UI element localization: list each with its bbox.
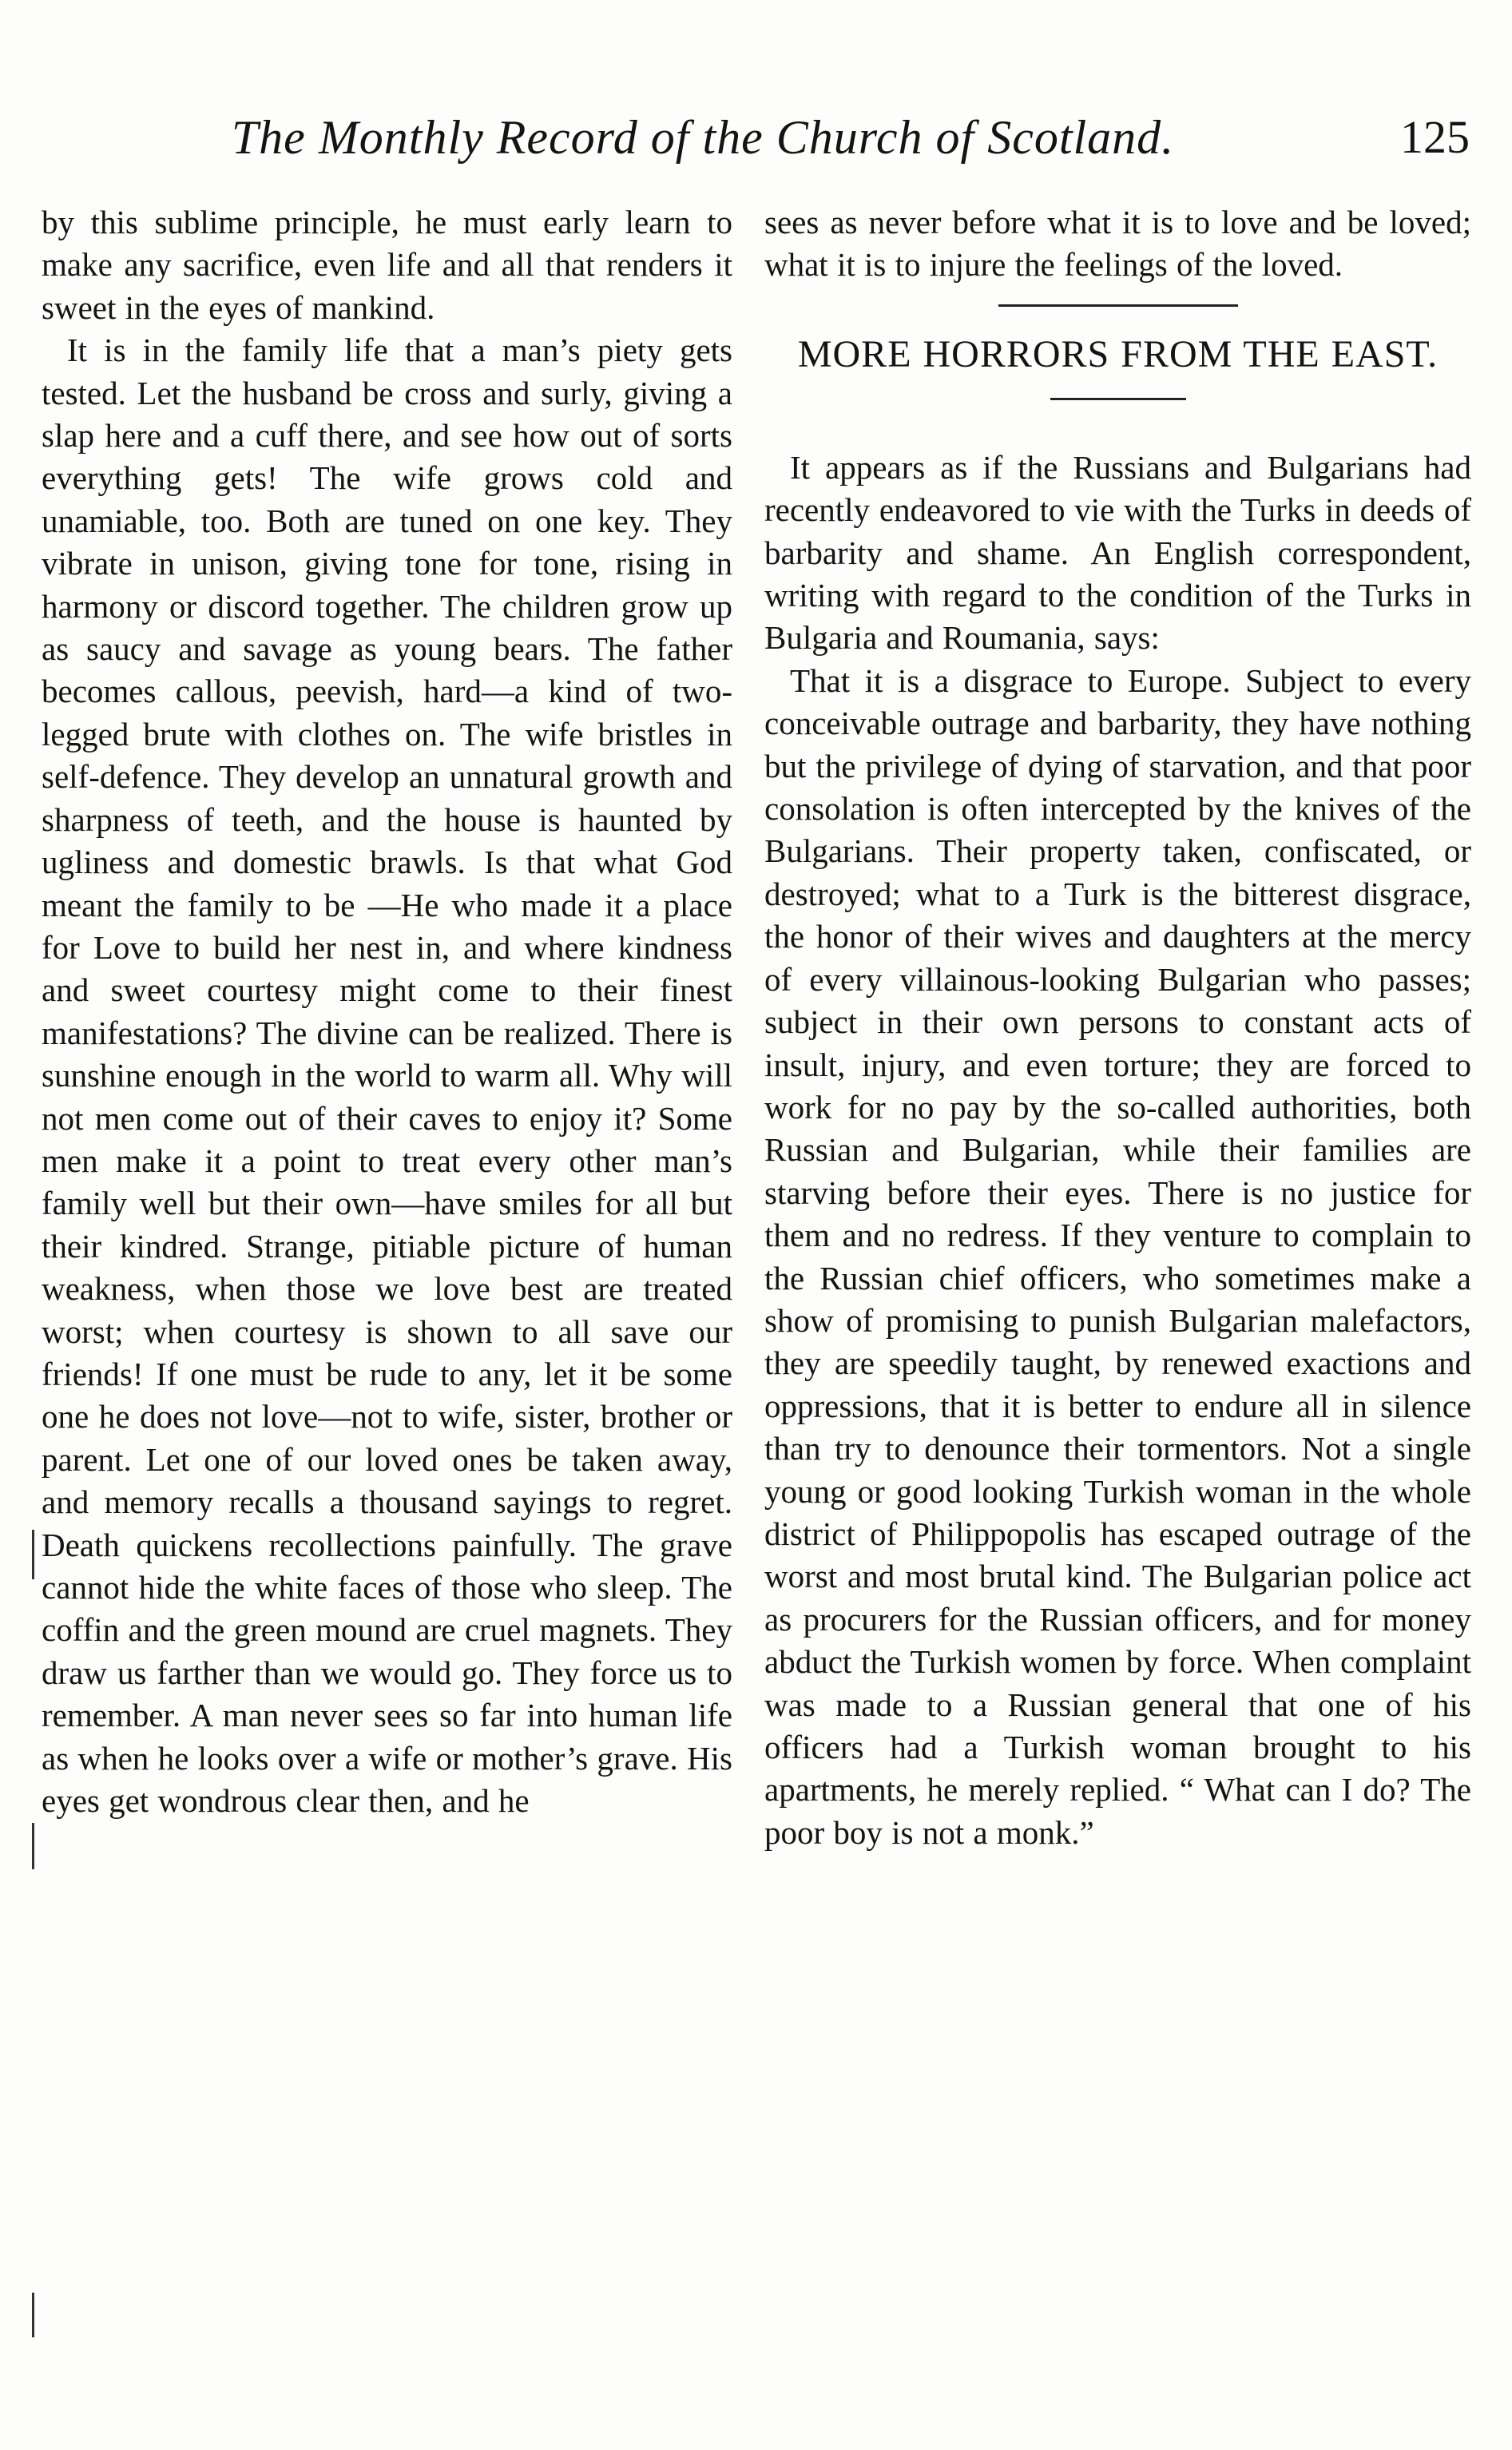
margin-mark (32, 2293, 34, 2337)
paragraph: by this sublime principle, he must early learn to make any sacrifice, even life and all that renders it sweet in the eyes of mankind. (42, 204, 732, 326)
left-column (42, 201, 732, 1822)
paragraph: It is in the family life that a man’s piety gets tested. Let the husband be cross and surly, giving a slap here and a cuff there, and see how out of sorts everything gets! The wife grows cold and unamiable, too. Both are tuned on one key. They vibrate in unison, giving tone for tone, rising in harmony or discord together. The children grow up as saucy and savage as young bears. The father becomes callous, peevish, hard—a kind of two-legged brute with clothes on. The wife bristles in self-defence. They develop an unnatural growth and sharpness of teeth, and the house is haunted by ugliness and domestic brawls. Is that what God meant the family to be —He who made it a place for Love to build her nest in, and where kindness and sweet courtesy might come to their finest manifestations? The divine can be realized. There is sunshine enough in the world to warm all. Why will not men come out of their caves to enjoy it? Some men make it a point to treat every other man’s family well but their own—have smiles for all but their kindred. Strange, pitiable picture of human weakness, when those we love best are treated worst; when courtesy is shown to all save our friends! If one must be rude to any, let it be some one he does not love—not to wife, sister, brother or parent. Let one of our loved ones be taken away, and memory recalls a thousand sayings to regret. Death quickens recollections painfully. The grave cannot hide the white faces of those who sleep. The coffin and the green mound are cruel magnets. They draw us farther than we would go. They force us to remember. A man never sees so far into human life as when he looks over a wife or mother’s grave. His eyes get wondrous clear then, and he (42, 332, 732, 1820)
paragraph: That it is a disgrace to Europe. Subject to every conceivable outrage and barbarity, they have nothing but the privilege of dying of starvation, and that poor consolation is often intercepted by the knives of the Bulgarians. Their property taken, confiscated, or destroyed; what to a Turk is the bitterest disgrace, the honor of their wives and daughters at the mercy of every villainous-looking Bulgarian who passes; subject in their own persons to constant acts of insult, injury, and even torture; they are forced to work for no pay by the so-called authorities, both Russian and Bulgarian, while their families are starving before their eyes. There is no justice for them and no redress. If they venture to complain to the Russian chief officers, who sometimes make a show of promising to punish Bulgarian malefactors, they are speedily taught, by renewed exactions and oppressions, that it is better to endure all in silence than try to denounce their tormentors. Not a single young or good looking Turkish woman in the whole district of Philippopolis has escaped outrage of the worst and most brutal kind. The Bulgarian police act as procurers for the Russian officers, and for money abduct the Turkish women by force. When complaint was made to a Russian general that one of his officers had a Turkish woman brought to his apartments, he merely replied. “ What can I do? The poor boy is not a monk.” (764, 661, 1471, 1851)
page-header (48, 110, 1470, 174)
page-number: 125 (1400, 111, 1470, 163)
right-column (764, 201, 1471, 1854)
article-heading: MORE HORRORS FROM THE EAST. (797, 332, 1439, 375)
paragraph: sees as never before what it is to love and be loved; what it is to injure the feelings of the loved. (764, 204, 1471, 284)
margin-mark (32, 1530, 34, 1579)
heading-rule (1050, 398, 1186, 400)
margin-mark (32, 1823, 34, 1869)
paragraph: It appears as if the Russians and Bulgarians had recently endeavored to vie with the Turks in deeds of barbarity and shame. An English correspondent, writing with regard to the condition of the Turks in Bulgaria and Roumania, says: (764, 448, 1471, 657)
section-divider (998, 304, 1238, 307)
running-title: The Monthly Record of the Church of Scotland. (231, 111, 1175, 164)
